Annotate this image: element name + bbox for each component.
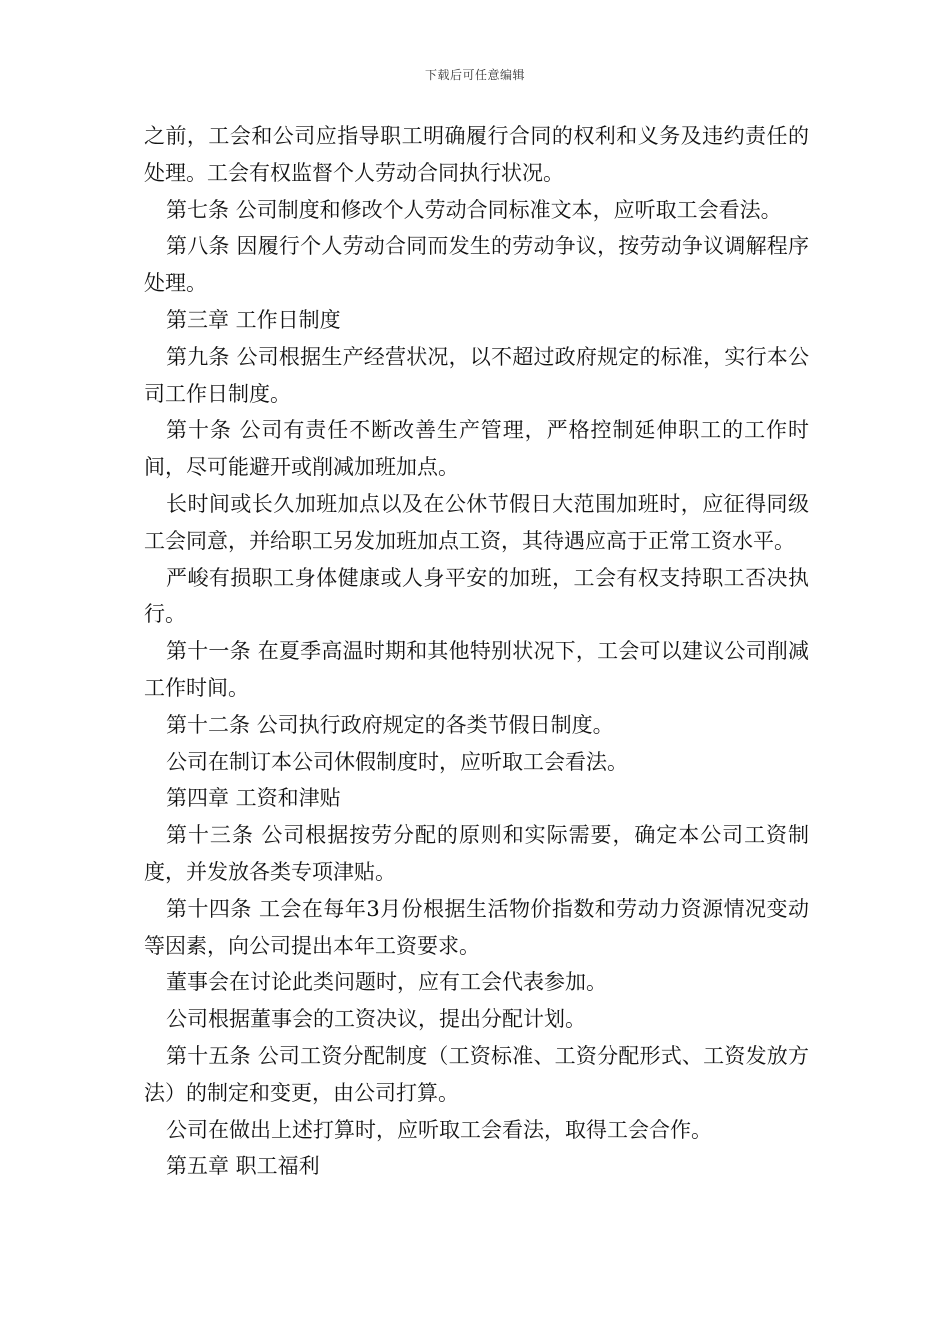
chapter-heading: 第五章 职工福利 [166, 1154, 320, 1179]
chapter-heading: 第三章 工作日制度 [166, 307, 341, 332]
article-paragraph: 第八条 因履行个人劳动合同而发生的劳动争议，按劳动争议调解程序处理。 [144, 234, 809, 296]
page-header: 下载后可任意编辑 [424, 68, 525, 82]
article-paragraph: 第十条 公司有责任不断改善生产管理，严格控制延伸职工的工作时间，尽可能避开或削减加班加点。 [144, 418, 809, 480]
article-paragraph: 第七条 公司制度和修改个人劳动合同标准文本，应听取工会看法。 [166, 197, 782, 222]
paragraph: 公司在做出上述打算时，应听取工会看法，取得工会合作。 [166, 1117, 712, 1142]
article-paragraph: 第十五条 公司工资分配制度（工资标准、工资分配形式、工资发放方法）的制定和变更，由公司打算。 [144, 1043, 809, 1105]
chapter-heading: 第四章 工资和津贴 [166, 786, 341, 811]
article-paragraph: 第十一条 在夏季高温时期和其他特别状况下，工会可以建议公司削减工作时间。 [144, 639, 809, 700]
article-paragraph: 第十四条 工会在每年3月份根据生活物价指数和劳动力资源情况变动等因素，向公司提出本年工资要求。 [144, 896, 809, 958]
paragraph: 公司根据董事会的工资决议，提出分配计划。 [166, 1007, 586, 1032]
article-paragraph: 第九条 公司根据生产经营状况，以不超过政府规定的标准，实行本公司工作日制度。 [144, 344, 809, 406]
paragraph: 之前，工会和公司应指导职工明确履行合同的权利和义务及违约责任的处理。工会有权监督个人劳动合同执行状况。 [144, 124, 809, 185]
article-paragraph: 第十三条 公司根据按劳分配的原则和实际需要，确定本公司工资制度，并发放各类专项津贴。 [144, 823, 809, 884]
paragraph: 董事会在讨论此类问题时，应有工会代表参加。 [166, 970, 607, 995]
paragraph: 公司在制订本公司休假制度时，应听取工会看法。 [166, 749, 628, 774]
paragraph: 严峻有损职工身体健康或人身平安的加班，工会有权支持职工否决执行。 [144, 565, 809, 627]
article-paragraph: 第十二条 公司执行政府规定的各类节假日制度。 [166, 712, 614, 737]
document-body [144, 118, 809, 1185]
paragraph: 长时间或长久加班加点以及在公休节假日大范围加班时，应征得同级工会同意，并给职工另发加班加点工资，其待遇应高于正常工资水平。 [144, 491, 809, 553]
